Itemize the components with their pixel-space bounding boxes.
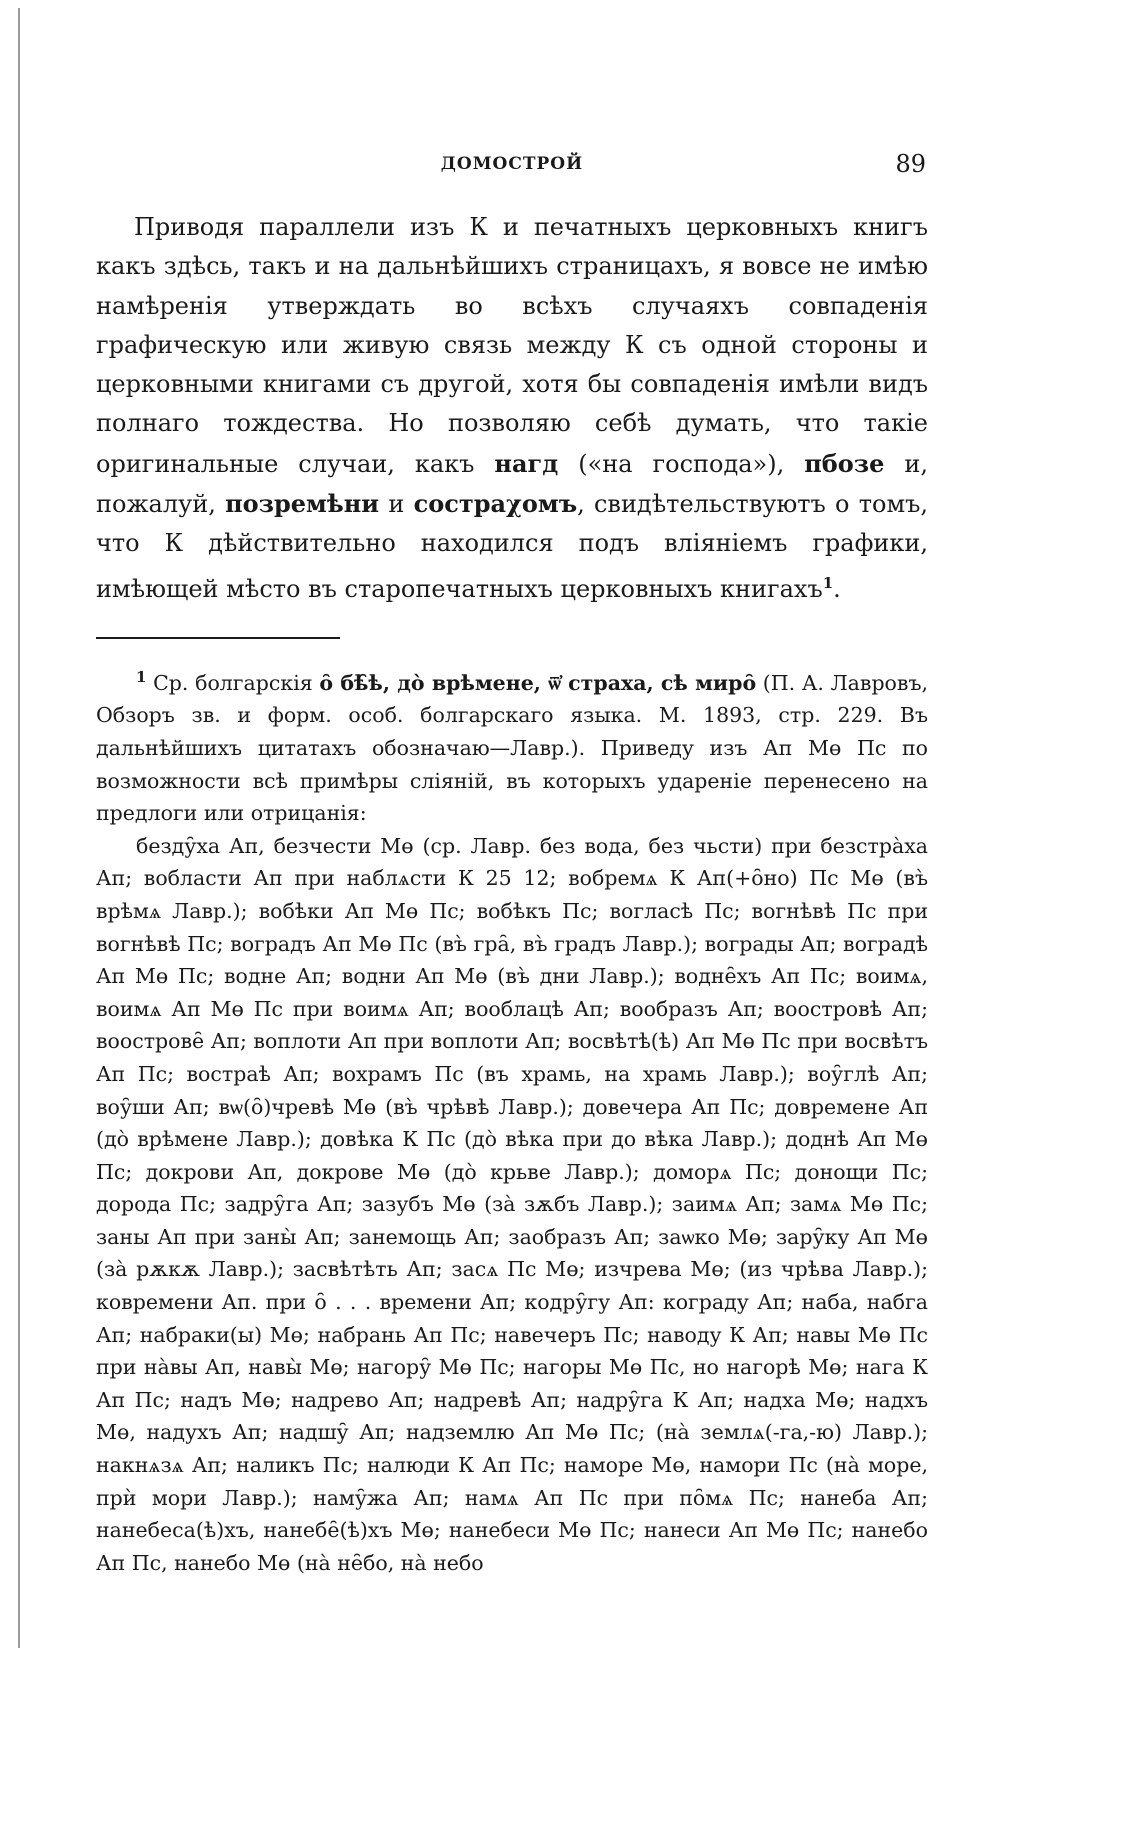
main-paragraph	[96, 208, 928, 609]
bulgarian-examples: о̑ бѣ̑ѣ, до̀ врѣмене, ѿ̓ страха, сѣ миро̑	[319, 670, 757, 695]
running-head: ДОМОСТРОЙ	[440, 154, 584, 174]
church-slavonic-word: нагд	[494, 448, 559, 478]
main-text-3: и, пожалуй,	[96, 449, 928, 519]
footnote-examples-list	[96, 830, 928, 1580]
main-text-2: («на господа»),	[558, 449, 805, 478]
church-slavonic-word: пбозе	[804, 448, 885, 478]
main-text-1: Приводя параллели изъ К и печатныхъ церковныхъ книгъ какъ здѣсь, такъ и на дальнѣйшихъ страницахъ, я вовсе не имѣю намѣренія утверждать во всѣхъ случаяхъ совпаденія графическую или живую связь между К съ одной стороны и церковными книгами съ другой, хотя бы совпаденія имѣли видъ полнаго тождества. Но позволяю себѣ думать, что такіе оригинальные случаи, какъ	[96, 213, 928, 478]
scan-edge-rule	[18, 8, 20, 1648]
church-slavonic-word: состраχомъ	[413, 489, 578, 519]
examples-text: безду̑ха Ап, безчести Мө (ср. Лавр. без вода, без чьсти) при безстра̀ха Ап; вобласти Ап при наблѧсти К 25 12; вобремѧ К Ап(+о̑но) Пс Мө (въ̀ врѣмѧ Лавр.); вобѣки Ап Мө Пс; вобѣкъ Пс; вогласѣ Пс; вогнѣвѣ Пс при вогнѣвѣ Пс; воградъ Ап Мө Пс (въ̀ гра̑, въ̀ градъ Лавр.); вограды Ап; воградѣ Ап Мө Пс; водне Ап; водни Ап Мө (въ̀ дни Лавр.); водне̑хъ Ап Пс; воимѧ, воимѧ Ап Мө Пс при воимѧ Ап; вооблацѣ Ап; вообразъ Ап; воостровѣ Ап; воострове̑ Ап; вoплоти Ап при воплоти Ап; восвѣтѣ(ѣ) Ап Мө Пс при восвѣтъ Ап Пс; востраѣ Ап; вохрамъ Пс (въ храмь, на храмь Лавр.); воу̑глѣ Ап; воу̑ши Ап; вѡ(о̑)чревѣ Мө (въ̀ чрѣвѣ Лавр.); довечера Ап Пс; довремене Ап (до̀ врѣмене Лавр.); довѣка К Пс (до̀ вѣка при до вѣка Лавр.); доднѣ Ап Мө Пс; докрови Ап, докрове Мө (до̀ крьве Лавр.); доморѧ Пс; донощи Пс; дорода Пс; задру̑га Ап; зазубъ Мө (за̀ зѫбъ Лавр.); заимѧ Ап; замѧ Мө Пс; заны Ап при заны̀ Ап; занемощь Ап; заобразъ Ап; заѡко Мө; зару̑ку Ап Мө (за̀ рѫкѫ Лавр.); засвѣтѣть Ап; засѧ Пс Мө; изчрева Мө; (из чрѣва Лавр.); ковремени Ап. при о̑ . . . времени Ап; кодру̑гу Ап: кограду Ап; наба, набга Ап; набраки(ы) Мө; набрань Ап Пс; навечеръ Пс; наводу К Ап; навы Мө Пс при на̀вы Ап, навы̀ Мө; нагору̑ Мө Пс; нагоры Мө Пс, но нагорѣ Мө; нага К Ап Пс; надъ Мө; надрево Ап; надревѣ Ап; надру̑га К Ап; надха Мө; надхъ Мө, надухъ Ап; надшу̑ Ап; надземлю Ап Мө Пс; (на̀ землѧ(-га,-ю) Лавр.); накнѧзѧ Ап; наликъ Пс; налюди К Ап Пс; наморе Мө, намори Пс (на̀ море, прѝ мори Лавр.); наму̑жа Ап; намѧ Ап Пс при по̑мѧ Пс; нанеба Ап; нанебеса(ѣ)хъ, нанебе̑(ѣ)хъ Мө; нанебеси Мө Пс; нанеси Ап Мө Пс; нанебо Ап Пс, нанебо Мө (на̀ не̑бо, на̀ небо	[96, 833, 928, 1575]
main-text-5: , свидѣтельствуютъ о томъ, что К дѣйствительно находился подъ вліяніемъ графики, имѣющей мѣсто въ старопечатныхъ церковныхъ книгахъ	[96, 490, 929, 603]
footnote-separator	[96, 637, 340, 639]
footnote-mark: 1	[136, 667, 147, 686]
main-text-4: и	[379, 490, 414, 519]
church-slavonic-word: позремѣни	[225, 489, 380, 519]
footnote-reference: 1	[822, 573, 834, 592]
page-header	[96, 150, 928, 186]
page-number: 89	[895, 150, 926, 178]
footnote-paragraph	[96, 661, 928, 830]
footnote-lead: Ср. болгарскія	[146, 670, 320, 695]
main-text-end: .	[833, 574, 841, 603]
footnote-text: (П. А. Лавровъ, Обзоръ зв. и форм. особ. болгарскаго языка. М. 1893, стр. 229. Въ дальнѣйшихъ цитатахъ обозначаю—Лавр.). Приведу изъ Ап Мө Пс по возможности всѣ примѣры сліяній, въ которыхъ удареніе перенесено на предлоги или отрицанія:	[96, 670, 929, 826]
page	[96, 150, 928, 1579]
